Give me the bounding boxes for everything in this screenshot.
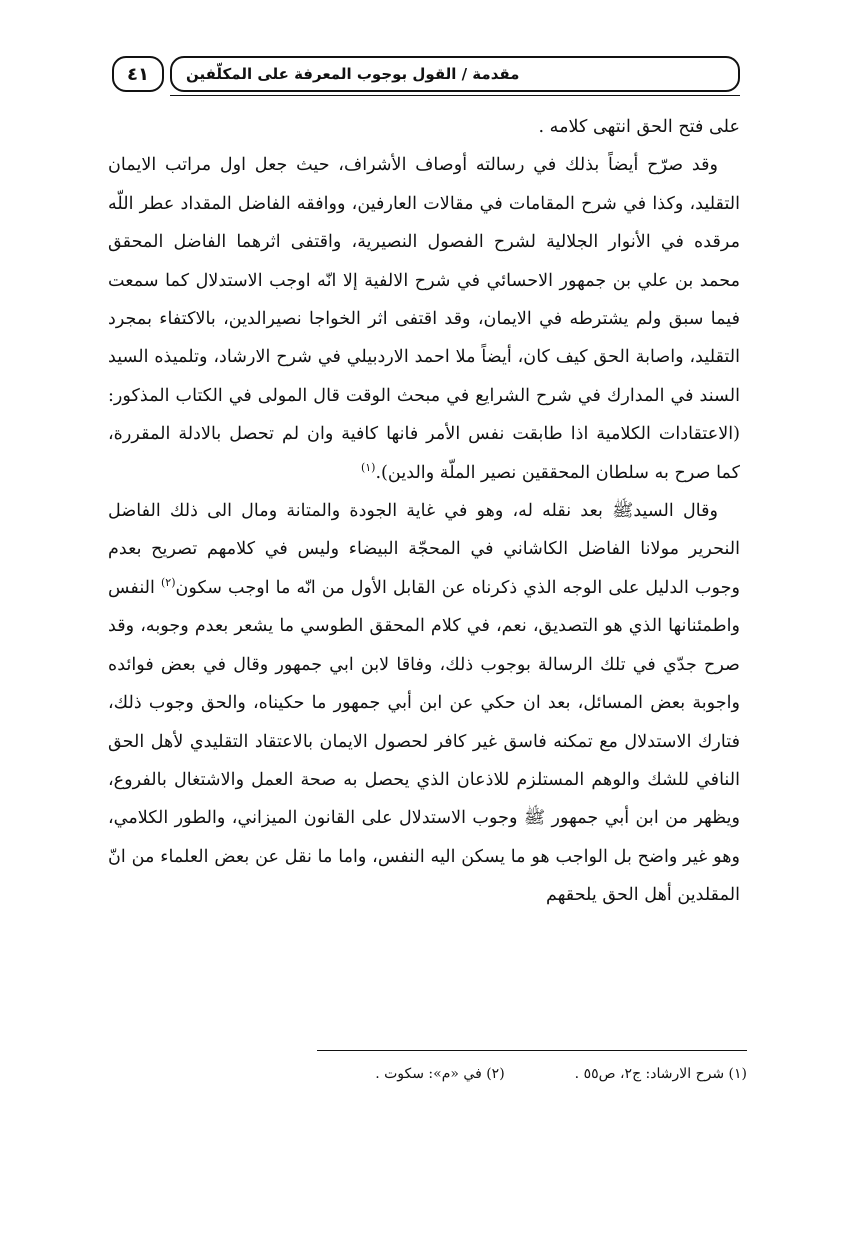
header-divider (170, 95, 740, 96)
footnote-ref-1[interactable]: (١) (360, 460, 376, 474)
footnote-1: (١) شرح الارشاد: ج٢، ص٥٥ . (574, 1066, 747, 1082)
paragraph-2-text: وقد صرّح أيضاً بذلك في رسالته أوصاف الأشراف، حيث جعل اول مراتب الايمان التقليد، وكذا في شرح المقامات في مقالات العارفين، ووافقه الفاضل المقداد عطر اللّه مرقده في الأنوار الجلالية لشرح الفصول النصيرية، واقتفى اثرهما الفاضل المحقق محمد بن علي بن جمهور الاحسائي في شرح الالفية إلا انّه اوجب الاستدلال كما سمعت فيما سبق ولم يشترطه في الايمان، وقد اقتفى اثر الخواجا نصيرالدين، بالاكتفاء بمجرد التقليد، واصابة الحق كيف كان، أيضاً ملا احمد الاردبيلي في شرح الارشاد، وتلميذه السيد السند في المدارك في شرح الشرايع في مبحث الوقت قال المولى في الكتاب المذكور: (الاعتقادات الكلامية اذا طابقت نفس الأمر فانها كافية وان لم تحصل بالادلة المقررة، كما صرح به سلطان المحققين نصير الملّة والدين). (108, 155, 740, 483)
paragraph-3-continuation: النفس واطمئنانها الذي هو التصديق، نعم، في كلام المحقق الطوسي ما يشعر بعدم وجوبه، وقد صرح جدّي في تلك الرسالة بوجوب ذلك، وفاقا لابن ابي جمهور وقال في بعض فوائده واجوبة بعض المسائل، بعد ان حكي عن ابن أبي جمهور ما حكيناه، والحق وجوب ذلك، فتارك الاستدلال مع تمكنه فاسق غير كافر لحصول الايمان بالاعتقاد التقليدي لأهل الحق النافي للشك والوهم المستلزم للاذعان الذي يحصل به صحة العمل والاشتغال بالفروع، ويظهر من ابن أبي جمهور ﷺ وجوب الاستدلال على القانون الميزاني، والطور الكلامي، وهو غير واضح بل الواجب هو ما يسكن اليه النفس، واما ما نقل عن بعض العلماء من انّ المقلدين أهل الحق يلحقهم (108, 577, 740, 906)
paragraph-3 (108, 492, 740, 914)
footnote-divider (317, 1050, 747, 1051)
main-text (108, 108, 740, 915)
paragraph-2 (108, 146, 740, 492)
running-title: مقدمة / القول بوجوب المعرفة على المكلّفين (170, 56, 740, 92)
paragraph-3-text: وقال السيدﷺ بعد نقله له، وهو في غاية الجودة والمتانة ومال الى ذلك الفاضل النحرير مولانا الفاضل الكاشاني في المحجّة البيضاء وليس في كلامهم تصريح بعدم وجوب الدليل على الوجه الذي ذكرناه عن القابل الأول من انّه ما اوجب سكون (108, 501, 740, 598)
paragraph-1-text: على فتح الحق انتهى كلامه . (538, 117, 740, 137)
paragraph-1 (108, 108, 740, 146)
footnote-2: (٢) في «م»: سكوت . (375, 1066, 505, 1082)
page-number: ٤١ (112, 56, 164, 92)
footnotes (117, 1064, 747, 1084)
running-header (112, 56, 740, 98)
footnote-ref-2[interactable]: (٢) (160, 576, 176, 590)
